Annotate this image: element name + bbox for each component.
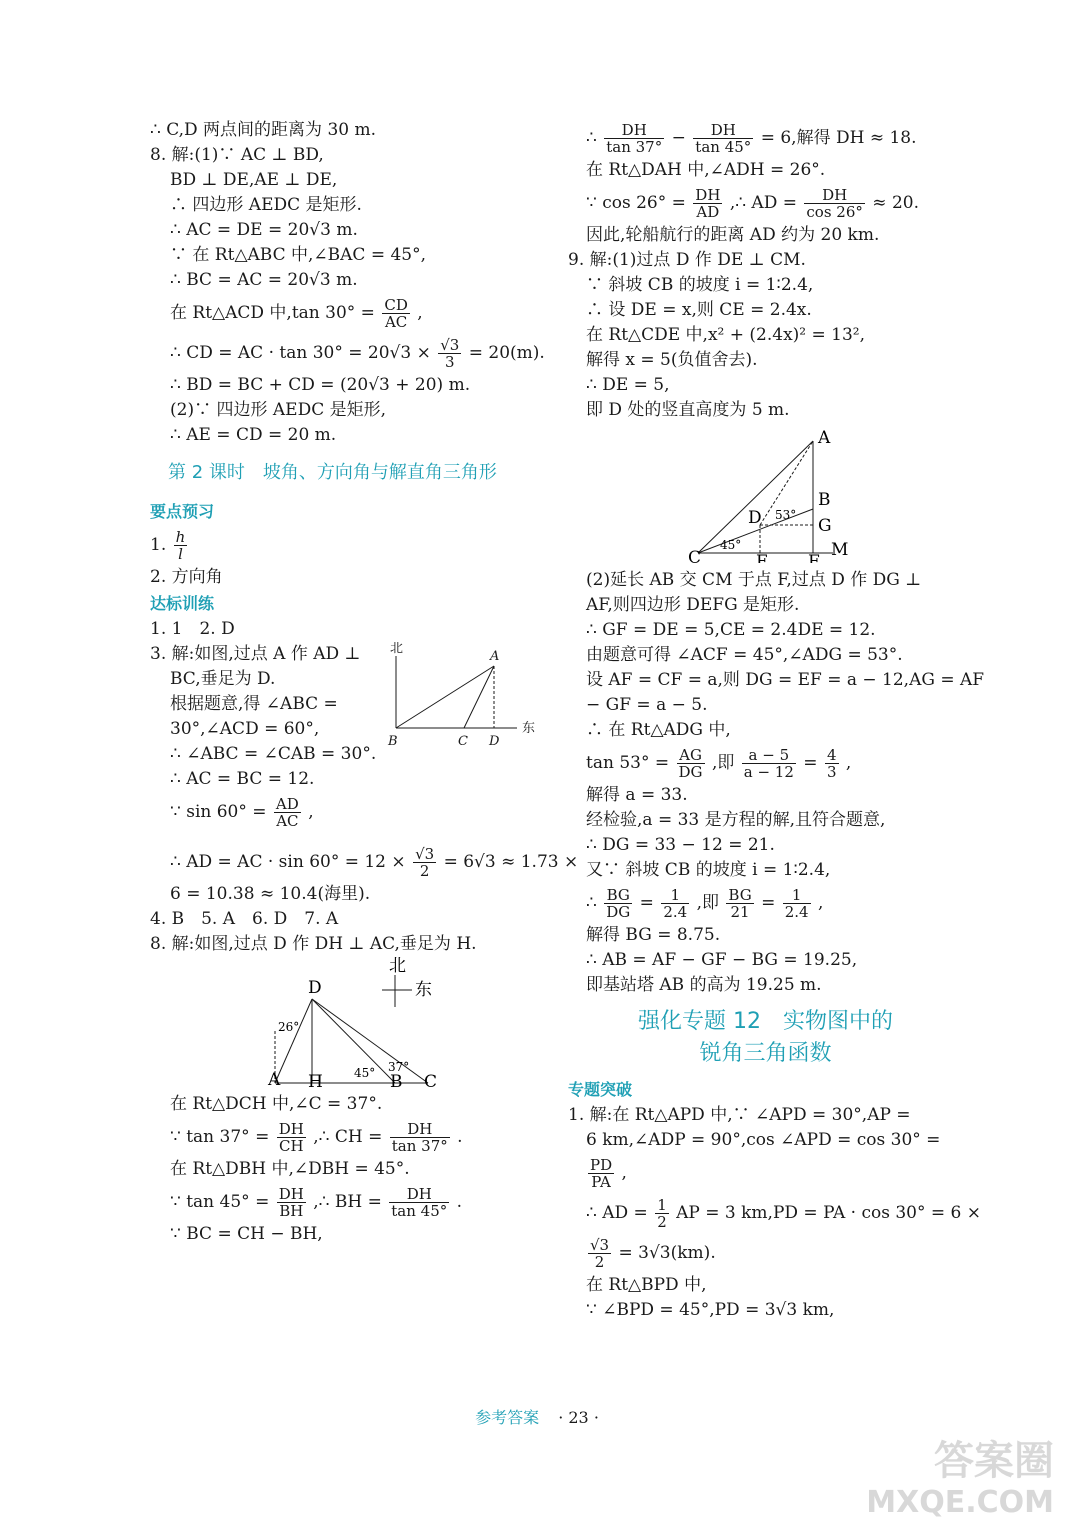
denominator: DG	[606, 903, 631, 921]
text-span: .	[456, 1192, 463, 1212]
point-d-label: D	[748, 508, 762, 528]
text-line: BC,垂足为 D.	[170, 669, 276, 689]
text-line: 4. B 5. A 6. D 7. A	[150, 909, 339, 929]
text-line: 解得 BG = 8.75.	[586, 925, 721, 945]
angle-53-label: 53°	[775, 508, 797, 522]
equation-pd-result	[568, 1233, 963, 1273]
point-a-label: A	[268, 1070, 281, 1087]
text-line: 8. 解:(1)∵ AC ⊥ BD,	[150, 145, 324, 165]
text-line: 解得 x = 5(负值舍去).	[586, 350, 758, 370]
text-span: ,	[417, 303, 423, 323]
numerator: 1	[657, 1196, 667, 1214]
denominator: 2	[594, 1253, 605, 1271]
point-c-label: C	[688, 548, 702, 563]
text-span: = 20(m).	[468, 343, 545, 363]
text-span: ∴ AD = AC · sin 60° = 12 ×	[170, 852, 406, 872]
equation-tan45	[150, 1182, 540, 1222]
equation-tan37	[150, 1117, 540, 1157]
fraction	[655, 1197, 669, 1230]
text-line: AF,则四边形 DEFG 是矩形.	[586, 595, 800, 615]
watermark-line-2: MXQE.COM	[866, 1485, 1054, 1520]
denominator: DG	[678, 763, 703, 781]
point-m-label: M	[831, 540, 849, 560]
text-span: = 3√3(km).	[618, 1243, 716, 1263]
numerator: DH	[278, 1120, 304, 1138]
denominator: 2	[657, 1213, 667, 1231]
denominator: AC	[276, 812, 299, 830]
denominator: tan 45°	[391, 1202, 448, 1220]
text-span: =	[803, 753, 818, 773]
numerator: DH	[693, 122, 753, 139]
point-f-label: F	[808, 552, 820, 563]
text-line: ∴ BD = BC + CD = (20√3 + 20) m.	[170, 375, 471, 395]
numerator: √3	[415, 845, 435, 863]
equation-bg	[568, 883, 963, 923]
angle-45-label: 45°	[720, 538, 742, 552]
equation-ad-pd	[568, 1193, 981, 1233]
numerator: h	[175, 528, 186, 546]
text-line: ∴ 四边形 AEDC 是矩形.	[170, 195, 362, 215]
text-line: 3. 解:如图,过点 A 作 AD ⊥	[150, 644, 361, 664]
text-span: ,∴ CH =	[313, 1127, 383, 1147]
answer-1	[150, 525, 540, 565]
text-line: 在 Rt△DCH 中,∠C = 37°.	[170, 1094, 383, 1114]
fraction	[604, 122, 664, 155]
point-h-label: H	[308, 1072, 323, 1087]
text-line: ∴ GF = DE = 5,CE = 2.4DE = 12.	[586, 620, 876, 640]
angle-37-label: 37°	[388, 1060, 410, 1074]
point-c-label: C	[458, 734, 468, 749]
angle-26-label: 26°	[278, 1020, 300, 1034]
east-label: 东	[415, 980, 432, 1000]
fraction	[693, 122, 753, 155]
denominator: BH	[279, 1202, 304, 1220]
point-b-label: B	[818, 490, 831, 510]
section-title: 第 2 课时 坡角、方向角与解直角三角形	[168, 462, 497, 483]
text-span: =	[639, 893, 654, 913]
fraction	[825, 747, 839, 780]
text-line: BD ⊥ DE,AE ⊥ DE,	[170, 170, 338, 190]
text-span: ∴ AD =	[586, 1203, 648, 1223]
text-line: ∵ 在 Rt△ABC 中,∠BAC = 45°,	[170, 245, 427, 265]
fraction	[277, 1186, 306, 1219]
subsection-title: 要点预习	[150, 502, 215, 521]
denominator: PA	[591, 1173, 611, 1191]
equation-cos30	[568, 1153, 963, 1193]
text-span: ,∴ AD =	[729, 193, 797, 213]
numerator: BG	[728, 886, 752, 904]
denominator: tan 37°	[606, 138, 663, 156]
text-line: (2)延长 AB 交 CM 于点 F,过点 D 作 DG ⊥	[586, 570, 922, 590]
text-span: ≈ 20.	[872, 193, 919, 213]
text-line: 1. 解:在 Rt△APD 中,∵ ∠APD = 30°,AP =	[568, 1105, 911, 1125]
segment-ca	[698, 441, 813, 553]
section-title: 强化专题 12 实物图中的	[638, 1009, 893, 1034]
text-span: = 6√3 ≈ 1.73 ×	[443, 852, 579, 872]
text-span: ∴	[586, 128, 597, 148]
point-a-label: A	[818, 428, 831, 448]
text-line: 又∵ 斜坡 CB 的坡度 i = 1∶2.4,	[586, 860, 831, 880]
text-line: ∴ ∠ABC = ∠CAB = 30°.	[170, 744, 377, 764]
text-line: 30°,∠ACD = 60°,	[170, 719, 320, 739]
denominator: 3	[826, 763, 837, 781]
text-line: 8. 解:如图,过点 D 作 DH ⊥ AC,垂足为 H.	[150, 934, 477, 954]
equation-cos26	[568, 183, 963, 223]
text-line: 设 AF = CF = a,则 DG = EF = a − 12,AG = AF	[586, 670, 985, 690]
numerator: DH	[278, 1185, 304, 1203]
fraction	[661, 887, 689, 920]
text-span: ,	[308, 802, 314, 822]
text-line: − GF = a − 5.	[586, 695, 708, 715]
text-line: 经检验,a = 33 是方程的解,且符合题意,	[586, 810, 886, 830]
numerator: DH	[695, 186, 721, 204]
denominator: cos 26°	[806, 203, 863, 221]
point-e-label: E	[756, 552, 769, 563]
text-line: 6 km,∠ADP = 90°,cos ∠APD = cos 30° =	[586, 1130, 941, 1150]
denominator: CH	[279, 1137, 304, 1155]
text-span: =	[761, 893, 776, 913]
text-line: ∴ 在 Rt△ADG 中,	[586, 720, 731, 740]
text-line: ∴ DG = 33 − 12 = 21.	[586, 835, 775, 855]
text-span: 1.	[150, 535, 167, 555]
equation-dh	[568, 118, 963, 158]
denominator: tan 37°	[391, 1137, 448, 1155]
text-span: ∵ cos 26° =	[586, 193, 686, 213]
numerator: DH	[804, 187, 864, 204]
figure-q3	[382, 642, 542, 754]
fraction	[390, 1121, 450, 1154]
text-span: ,	[621, 1163, 627, 1183]
text-span: .	[457, 1127, 463, 1147]
text-line: 在 Rt△DAH 中,∠ADH = 26°.	[586, 160, 826, 180]
equation-tan30	[150, 293, 540, 333]
text-line: 即基站塔 AB 的高为 19.25 m.	[586, 975, 822, 995]
fraction	[413, 846, 436, 879]
page-number: · 23 ·	[558, 1408, 599, 1427]
text-span: AP = 3 km,PD = PA · cos 30° = 6 ×	[676, 1203, 981, 1223]
fraction	[438, 337, 461, 370]
text-line: ∵ BC = CH − BH,	[170, 1224, 323, 1244]
fraction	[693, 187, 722, 220]
numerator: AG	[677, 747, 705, 764]
denominator: AD	[696, 203, 720, 221]
text-line: 在 Rt△DBH 中,∠DBH = 45°.	[170, 1159, 410, 1179]
denominator: 2.4	[784, 903, 809, 921]
watermark	[866, 1440, 1054, 1524]
point-d-label: D	[489, 734, 500, 749]
text-span: −	[671, 128, 686, 148]
text-line: ∴ AB = AF − GF − BG = 19.25,	[586, 950, 858, 970]
point-c-label: C	[424, 1072, 438, 1087]
denominator: a − 12	[743, 763, 794, 781]
page-footer	[0, 1405, 1074, 1428]
numerator: √3	[590, 1236, 610, 1254]
text-line: 解得 a = 33.	[586, 785, 688, 805]
text-line: ∴ AC = BC = 12.	[170, 769, 315, 789]
text-line: ∴ 设 DE = x,则 CE = 2.4x.	[586, 300, 812, 320]
text-line: ∴ BC = AC = 20√3 m.	[170, 270, 358, 290]
text-line: ∴ AE = CD = 20 m.	[170, 425, 337, 445]
fraction	[804, 187, 864, 220]
footer-label: 参考答案	[475, 1408, 540, 1427]
fraction	[277, 1121, 306, 1154]
text-span: ,	[845, 753, 852, 773]
text-line: 1. 1 2. D	[150, 619, 235, 639]
denominator: tan 45°	[695, 138, 752, 156]
numerator: CD	[384, 296, 408, 314]
fraction	[274, 796, 301, 829]
fraction	[588, 1157, 614, 1190]
text-span: ∵ tan 45° =	[170, 1192, 270, 1212]
denominator: l	[178, 545, 183, 563]
text-span: ,∴ BH =	[313, 1192, 382, 1212]
point-g-label: G	[818, 516, 832, 536]
numerator: 4	[826, 746, 837, 764]
text-line: 因此,轮船航行的距离 AD 约为 20 km.	[586, 225, 880, 245]
text-span: tan 53° =	[586, 753, 670, 773]
text-line: 在 Rt△BPD 中,	[586, 1275, 707, 1295]
equation-sin60	[150, 792, 314, 832]
denominator: 2	[419, 862, 430, 880]
east-label: 东	[522, 721, 536, 736]
text-line: (2)∵ 四边形 AEDC 是矩形,	[170, 400, 387, 420]
equation-cd	[150, 333, 545, 373]
numerator: DH	[604, 122, 664, 139]
text-span: ,	[818, 893, 824, 913]
text-span: ∵ tan 37° =	[170, 1127, 270, 1147]
denominator: 3	[445, 353, 455, 371]
section-title-line-2: 锐角三角函数	[699, 1041, 832, 1066]
question-3-block	[150, 642, 540, 842]
fraction	[389, 1186, 449, 1219]
figure-q8	[150, 957, 540, 1087]
fraction	[742, 747, 796, 780]
subsection-title: 达标训练	[150, 594, 215, 613]
left-column	[150, 118, 579, 1247]
point-d-label: D	[308, 978, 322, 998]
text-line: 即 D 处的竖直高度为 5 m.	[586, 400, 790, 420]
north-label: 北	[390, 642, 404, 656]
fraction	[677, 747, 705, 780]
denominator: 2.4	[663, 903, 688, 921]
text-line: 9. 解:(1)过点 D 作 DE ⊥ CM.	[568, 250, 806, 270]
equation-tan53	[568, 743, 963, 783]
point-b-label: B	[390, 1072, 403, 1087]
equation-ad	[150, 842, 579, 882]
numerator: 1	[783, 887, 811, 904]
denominator: 21	[730, 903, 750, 921]
figure-q9	[568, 423, 963, 563]
text-line: ∴ C,D 两点间的距离为 30 m.	[150, 120, 377, 140]
text-line: 由题意可得 ∠ACF = 45°,∠ADG = 53°.	[586, 645, 903, 665]
point-b-label: B	[388, 734, 398, 749]
numerator: 1	[661, 887, 689, 904]
numerator: DH	[389, 1186, 449, 1203]
fraction	[726, 887, 753, 920]
denominator: AC	[384, 313, 408, 331]
angle-45-label: 45°	[354, 1066, 376, 1080]
segment-ad	[275, 999, 312, 1083]
fraction	[783, 887, 811, 920]
numerator: a − 5	[742, 747, 796, 764]
text-line: 在 Rt△CDE 中,x² + (2.4x)² = 13²,	[586, 325, 866, 345]
text-line: 根据题意,得 ∠ABC =	[170, 694, 338, 714]
subsection-title: 专题突破	[568, 1080, 633, 1099]
text-line: ∵ 斜坡 CB 的坡度 i = 1∶2.4,	[586, 275, 814, 295]
text-line: ∴ AC = DE = 20√3 m.	[170, 220, 358, 240]
text-line: ∵ ∠BPD = 45°,PD = 3√3 km,	[586, 1300, 835, 1320]
text-line: 2. 方向角	[150, 567, 223, 587]
text-span: ∴ CD = AC · tan 30° = 20√3 ×	[170, 343, 431, 363]
numerator: DH	[390, 1121, 450, 1138]
fraction	[174, 529, 188, 562]
point-a-label: A	[490, 649, 500, 664]
text-span: ∵ sin 60° =	[170, 802, 267, 822]
text-span: ∴	[586, 893, 597, 913]
numerator: PD	[590, 1156, 613, 1174]
watermark-line-1: 答案圈	[934, 1438, 1054, 1484]
fraction	[604, 887, 632, 920]
text-span: = 6,解得 DH ≈ 18.	[760, 128, 917, 148]
text-span: ,即	[711, 753, 735, 773]
numerator: √3	[440, 336, 460, 354]
right-column	[568, 118, 985, 1323]
text-line: 6 = 10.38 ≈ 10.4(海里).	[170, 884, 371, 904]
north-label: 北	[389, 957, 406, 976]
text-span: ,即	[696, 893, 719, 913]
text-line: ∴ DE = 5,	[586, 375, 670, 395]
fraction	[588, 1237, 611, 1270]
numerator: AD	[275, 795, 299, 813]
fraction	[382, 297, 410, 330]
text-span: 在 Rt△ACD 中,tan 30° =	[170, 303, 375, 323]
numerator: BG	[604, 887, 632, 904]
